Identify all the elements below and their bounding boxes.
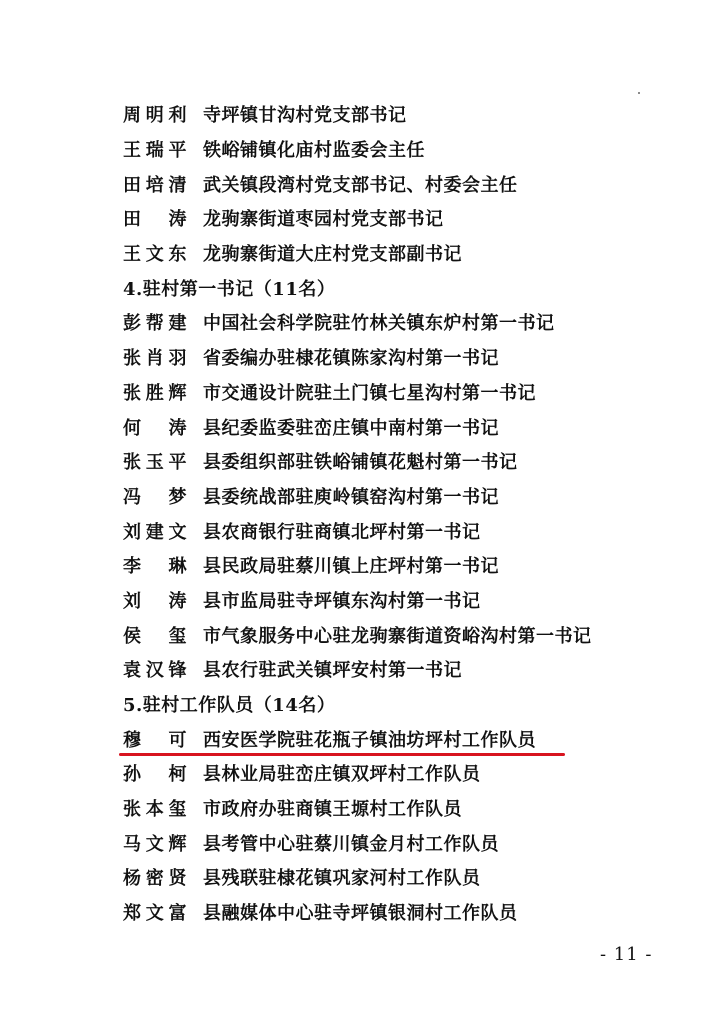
person-name: 刘 涛 (123, 590, 187, 612)
person-name: 田 涛 (123, 209, 187, 231)
list-entry (123, 756, 683, 791)
list-entry (123, 513, 683, 548)
person-role: 县考管中心驻蔡川镇金月村工作队员 (203, 833, 499, 855)
person-role: 市政府办驻商镇王塬村工作队员 (203, 799, 462, 821)
person-name: 李 琳 (123, 556, 187, 578)
person-role: 县农行驻武关镇坪安村第一书记 (203, 660, 462, 682)
person-role: 省委编办驻棣花镇陈家沟村第一书记 (203, 348, 499, 370)
person-name: 张玉平 (123, 452, 187, 474)
person-name: 马文辉 (123, 833, 187, 855)
list-entry (123, 305, 683, 340)
section-title: 5.驻村工作队员（14名） (123, 695, 336, 717)
person-role: 寺坪镇甘沟村党支部书记 (203, 105, 407, 127)
person-role: 武关镇段湾村党支部书记、村委会主任 (203, 174, 518, 196)
person-name: 张胜辉 (123, 382, 187, 404)
list-entry (123, 652, 683, 687)
list-entry (123, 409, 683, 444)
list-entry (123, 132, 683, 167)
person-name: 彭帮建 (123, 313, 187, 335)
person-name: 田培清 (123, 174, 187, 196)
person-name: 张肖羽 (123, 348, 187, 370)
list-entry (123, 340, 683, 375)
person-role: 县纪委监委驻峦庄镇中南村第一书记 (203, 417, 499, 439)
list-entry (123, 444, 683, 479)
list-entry (123, 97, 683, 132)
list-entry-highlighted (123, 721, 683, 756)
person-name: 刘建文 (123, 521, 187, 543)
person-role: 市交通设计院驻土门镇七星沟村第一书记 (203, 382, 536, 404)
person-name: 周明利 (123, 105, 187, 127)
list-entry (123, 895, 683, 930)
person-role: 县民政局驻蔡川镇上庄坪村第一书记 (203, 556, 499, 578)
person-name: 冯 梦 (123, 486, 187, 508)
person-role: 县林业局驻峦庄镇双坪村工作队员 (203, 764, 481, 786)
person-name: 王瑞平 (123, 140, 187, 162)
list-entry (123, 166, 683, 201)
list-entry (123, 860, 683, 895)
person-role: 县农商银行驻商镇北坪村第一书记 (203, 521, 481, 543)
person-role: 县市监局驻寺坪镇东沟村第一书记 (203, 590, 481, 612)
person-name: 何 涛 (123, 417, 187, 439)
person-name: 袁汉锋 (123, 660, 187, 682)
list-entry (123, 548, 683, 583)
list-entry (123, 201, 683, 236)
section-title: 4.驻村第一书记（11名） (123, 278, 336, 300)
list-entry (123, 375, 683, 410)
list-entry (123, 825, 683, 860)
person-role: 县委统战部驻庾岭镇窑沟村第一书记 (203, 486, 499, 508)
person-role: 西安医学院驻花瓶子镇油坊坪村工作队员 (203, 729, 536, 751)
scan-speck (638, 92, 640, 94)
list-entry (123, 236, 683, 271)
list-entry (123, 617, 683, 652)
person-role: 县融媒体中心驻寺坪镇银洞村工作队员 (203, 903, 518, 925)
person-name: 侯 玺 (123, 625, 187, 647)
person-role: 龙驹寨街道枣园村党支部书记 (203, 209, 444, 231)
person-role: 市气象服务中心驻龙驹寨街道资峪沟村第一书记 (203, 625, 592, 647)
list-entry (123, 479, 683, 514)
name-list (123, 97, 683, 930)
person-role: 中国社会科学院驻竹林关镇东炉村第一书记 (203, 313, 555, 335)
person-role: 龙驹寨街道大庄村党支部副书记 (203, 244, 462, 266)
person-name: 郑文富 (123, 903, 187, 925)
person-name: 穆 可 (123, 729, 187, 751)
page-number: - 11 - (600, 944, 653, 965)
person-name: 张本玺 (123, 799, 187, 821)
person-name: 王文东 (123, 244, 187, 266)
section-heading (123, 687, 683, 722)
person-name: 杨密贤 (123, 868, 187, 890)
section-heading (123, 270, 683, 305)
list-entry (123, 583, 683, 618)
person-name: 孙 柯 (123, 764, 187, 786)
list-entry (123, 791, 683, 826)
person-role: 县委组织部驻铁峪铺镇花魁村第一书记 (203, 452, 518, 474)
person-role: 铁峪铺镇化庙村监委会主任 (203, 140, 425, 162)
person-role: 县残联驻棣花镇巩家河村工作队员 (203, 868, 481, 890)
